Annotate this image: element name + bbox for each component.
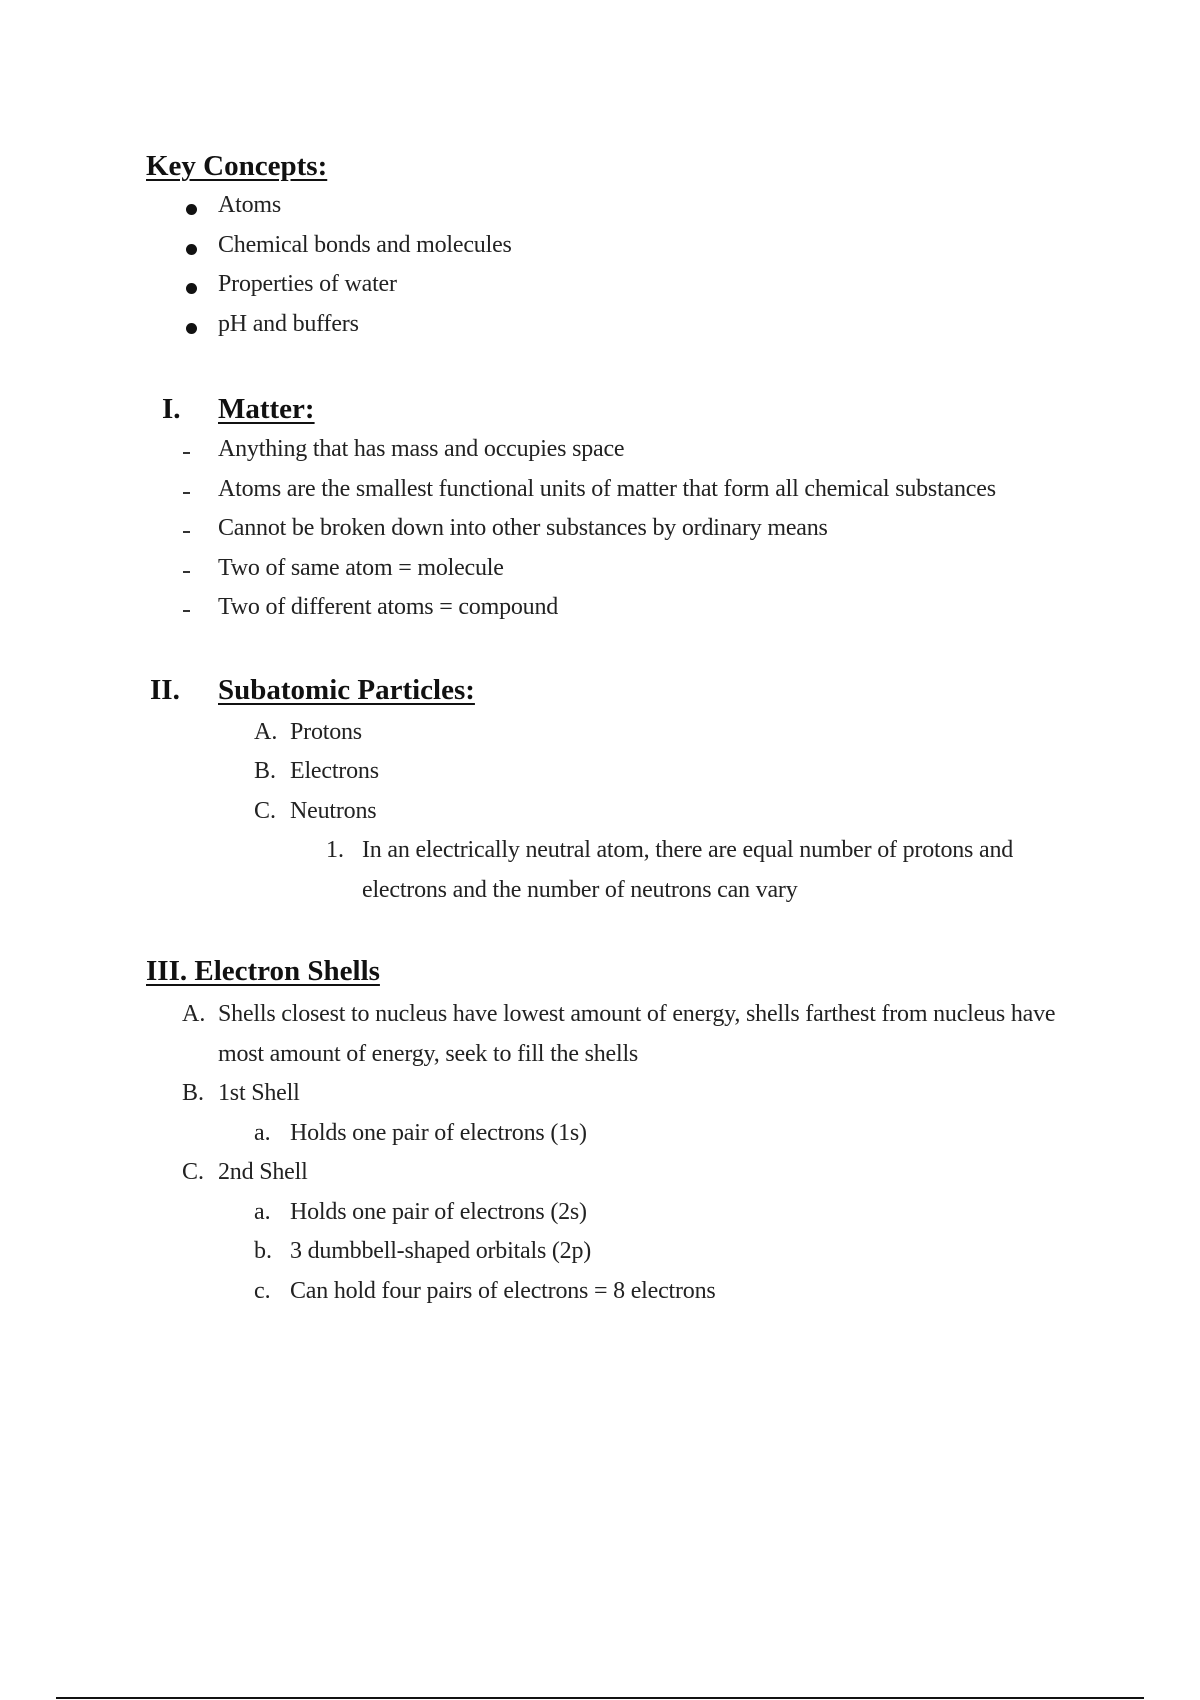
subatomic-item: Neutrons: [290, 798, 377, 824]
shell-item-line: Shells closest to nucleus have lowest amount of energy, shells farthest from nucleus have: [218, 1001, 1056, 1027]
subatomic-item: Electrons: [290, 758, 379, 784]
section-numeral: I.: [162, 393, 181, 425]
dash-icon: [183, 492, 190, 494]
electron-shells-heading: III. Electron Shells: [146, 955, 380, 987]
bullet-icon: [186, 283, 197, 294]
bullet-icon: [186, 204, 197, 215]
subatomic-note-line: electrons and the number of neutrons can vary: [362, 877, 798, 903]
list-marker: c.: [254, 1278, 271, 1304]
key-concept-item: Chemical bonds and molecules: [218, 232, 512, 258]
list-marker: a.: [254, 1199, 271, 1225]
matter-item: Two of different atoms = compound: [218, 594, 559, 620]
shell-sub-item: Holds one pair of electrons (2s): [290, 1199, 587, 1225]
matter-item: Atoms are the smallest functional units of matter that form all chemical substances: [218, 476, 996, 502]
subatomic-note-line: In an electrically neutral atom, there are equal number of protons and: [362, 837, 1014, 863]
list-marker: A.: [182, 1001, 206, 1027]
list-marker: B.: [182, 1080, 205, 1106]
bullet-icon: [186, 244, 197, 255]
shell-item: 1st Shell: [218, 1080, 300, 1106]
list-marker: A.: [254, 719, 278, 745]
list-marker: a.: [254, 1120, 271, 1146]
shell-sub-item: 3 dumbbell-shaped orbitals (2p): [290, 1238, 592, 1264]
dash-icon: [183, 452, 190, 454]
key-concept-item: Properties of water: [218, 271, 397, 297]
matter-item: Anything that has mass and occupies space: [218, 436, 625, 462]
page-bottom-rule: [56, 1697, 1144, 1699]
dash-icon: [183, 610, 190, 612]
subatomic-item: Protons: [290, 719, 362, 745]
subatomic-heading: Subatomic Particles:: [218, 674, 475, 706]
key-concepts-heading: Key Concepts:: [146, 150, 328, 182]
key-concept-item: pH and buffers: [218, 311, 359, 337]
dash-icon: [183, 571, 190, 573]
matter-heading: Matter:: [218, 393, 315, 425]
list-marker: 1.: [326, 837, 344, 863]
matter-item: Two of same atom = molecule: [218, 555, 504, 581]
list-marker: C.: [182, 1159, 205, 1185]
shell-sub-item: Can hold four pairs of electrons = 8 electrons: [290, 1278, 716, 1304]
shell-item: 2nd Shell: [218, 1159, 308, 1185]
matter-item: Cannot be broken down into other substances by ordinary means: [218, 515, 828, 541]
key-concept-item: Atoms: [218, 192, 282, 218]
list-marker: B.: [254, 758, 277, 784]
shell-sub-item: Holds one pair of electrons (1s): [290, 1120, 587, 1146]
list-marker: C.: [254, 798, 277, 824]
section-numeral: II.: [150, 674, 180, 706]
dash-icon: [183, 531, 190, 533]
bullet-icon: [186, 323, 197, 334]
list-marker: b.: [254, 1238, 272, 1264]
shell-item-line: most amount of energy, seek to fill the shells: [218, 1041, 639, 1067]
